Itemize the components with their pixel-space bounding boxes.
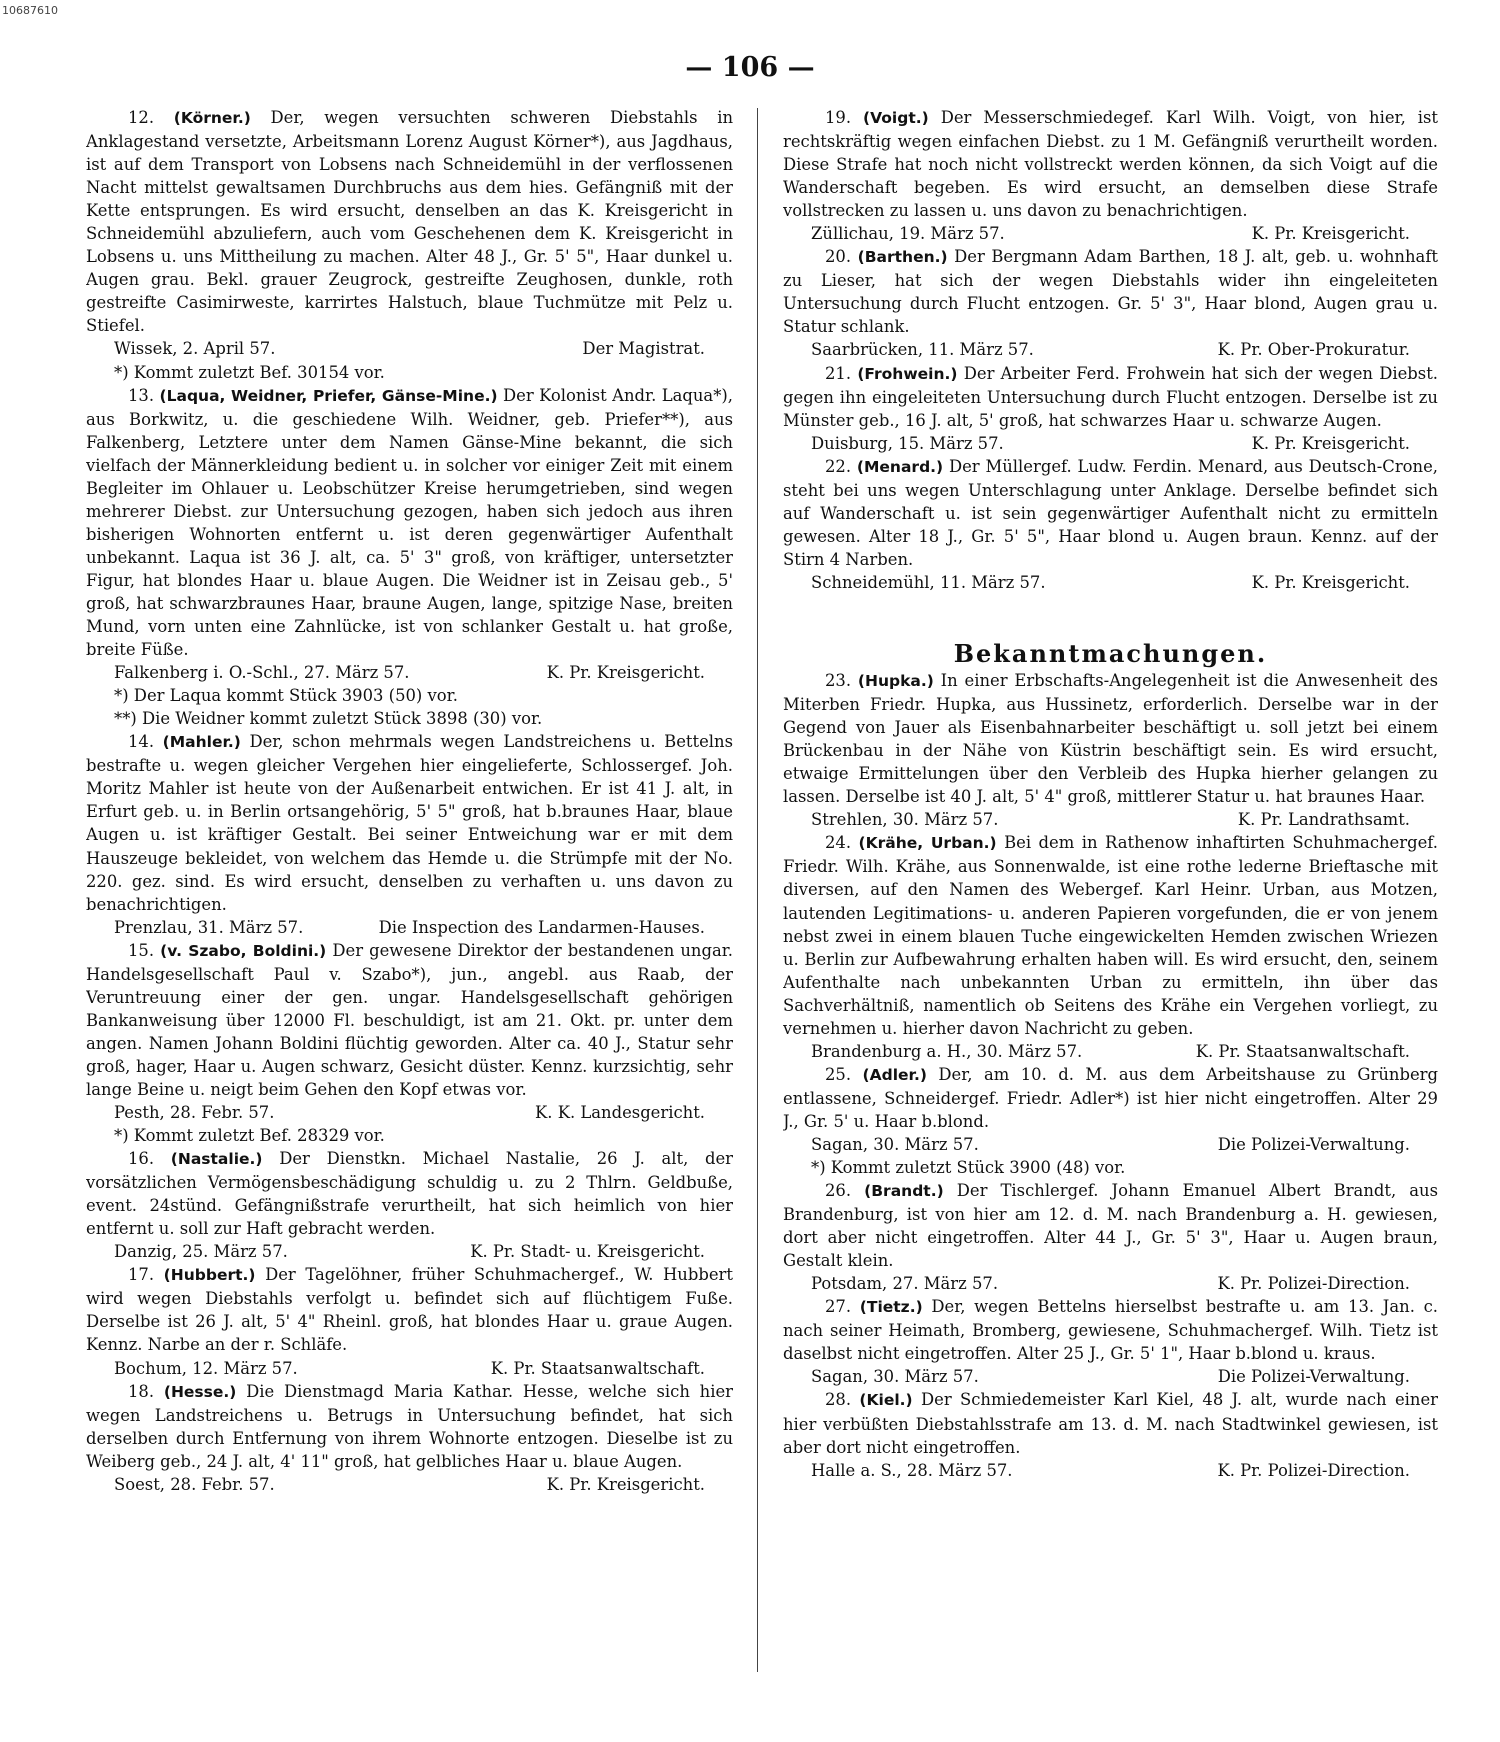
notice-name: (Hubbert.) — [163, 1266, 256, 1285]
signature-place-date: Prenzlau, 31. März 57. — [114, 917, 304, 937]
notice-text — [86, 1263, 733, 1356]
notice-text — [783, 362, 1438, 432]
notice-signature — [783, 1365, 1438, 1388]
notice-number: 21. — [825, 363, 852, 383]
notice-name: (Menard.) — [856, 457, 944, 476]
notice-entry — [783, 106, 1438, 245]
notice-entry — [783, 831, 1438, 1062]
notice-name: (Mahler.) — [162, 733, 241, 752]
notice-text — [86, 1147, 733, 1240]
signature-authority: Die Inspection des Landarmen-Hauses. — [378, 917, 705, 937]
notice-signature — [783, 571, 1438, 594]
signature-place-date: Falkenberg i. O.-Schl., 27. März 57. — [114, 663, 410, 683]
footnote: *) Kommt zuletzt Bef. 30154 vor. — [114, 362, 385, 382]
notice-entry — [783, 455, 1438, 594]
signature-authority: K. Pr. Staatsanwaltschaft. — [1195, 1041, 1410, 1061]
notice-text — [783, 669, 1438, 808]
notice-body: Der, am 10. d. M. aus dem Arbeitshause zu Grünberg entlassene, Schneidergef. Friedr. Adler*) ist hier nicht eingetroffen. Alter 29 J., Gr. 5' u. Haar b.blond. — [783, 1064, 1438, 1131]
notice-signature — [783, 1040, 1438, 1063]
notice-body: Der Schmiedemeister Karl Kiel, 48 J. alt, wurde nach einer hier verbüßten Diebstahlsstrafe am 13. d. M. nach Stadtwinkel gewiesen, ist aber dort nicht eingetroffen. — [783, 1390, 1438, 1457]
notice-name: (Barthen.) — [857, 248, 948, 267]
notice-number: 23. — [825, 671, 852, 691]
notice-body: Der Bergmann Adam Barthen, 18 J. alt, geb. u. wohnhaft zu Lieser, hat sich der wegen Diebstahls wider ihn eingeleiteten Untersuchung durch Flucht entzogen. Gr. 5' 3", Haar blond, Augen grau u. Statur schlank. — [783, 247, 1438, 337]
notice-body: Der Tischlergef. Johann Emanuel Albert Brandt, aus Brandenburg, ist von hier am 12. d. M. nach Brandenburg a. H. gewiesen, dort aber nicht eingetroffen. Alter 44 J., Gr. 5' 3", Haar u. Augen braun, Gestalt klein. — [783, 1181, 1438, 1271]
notice-number: 26. — [825, 1181, 852, 1201]
signature-authority: K. Pr. Kreisgericht. — [1251, 433, 1410, 453]
notice-text — [783, 831, 1438, 1039]
notice-number: 22. — [825, 456, 852, 476]
signature-place-date: Sagan, 30. März 57. — [811, 1367, 979, 1387]
notice-text — [783, 1388, 1438, 1458]
footnote: *) Kommt zuletzt Bef. 28329 vor. — [114, 1126, 385, 1146]
notice-name: (Kiel.) — [859, 1391, 913, 1410]
signature-authority: K. Pr. Landrathsamt. — [1237, 810, 1410, 830]
notice-entry — [86, 384, 733, 731]
notice-number: 15. — [128, 940, 155, 960]
signature-authority: Die Polizei-Verwaltung. — [1217, 1134, 1410, 1154]
notice-name: (Hupka.) — [857, 672, 934, 691]
notice-entry — [783, 669, 1438, 831]
right-column-notices — [783, 106, 1438, 594]
notice-body: Der Arbeiter Ferd. Frohwein hat sich der wegen Diebst. gegen ihn eingeleiteten Untersuchung durch Flucht entzogen. Derselbe ist zu Münster geb., 16 J. alt, 5' groß, hat schwarzes Haar u. schwarze Augen. — [783, 363, 1438, 430]
notice-entry — [86, 1263, 733, 1379]
signature-authority: Der Magistrat. — [582, 339, 705, 359]
signature-authority: K. Pr. Stadt- u. Kreisgericht. — [470, 1242, 705, 1262]
column-divider — [757, 108, 758, 1672]
notice-number: 19. — [825, 108, 852, 127]
notice-name: (Frohwein.) — [857, 364, 958, 383]
notice-signature — [86, 916, 733, 939]
notice-body: Die Dienstmagd Maria Kathar. Hesse, welche sich hier wegen Landstreichens u. Betrugs in Untersuchung befindet, hat sich derselben durch Entfernung von ihrem Wohnorte entzogen. Dieselbe ist zu Weiberg geb., 24 J. alt, 4' 11" groß, hat gelbliches Haar u. blaue Augen. — [86, 1381, 733, 1471]
right-column-announcements — [783, 669, 1438, 1482]
notice-text — [783, 1063, 1438, 1133]
notice-number: 20. — [825, 247, 852, 267]
notice-name: (Laqua, Weidner, Priefer, Gänse-Mine.) — [159, 386, 498, 405]
notice-number: 24. — [825, 833, 852, 853]
right-column — [783, 106, 1438, 1707]
notice-number: 17. — [128, 1265, 155, 1285]
signature-place-date: Halle a. S., 28. März 57. — [811, 1460, 1013, 1480]
signature-place-date: Pesth, 28. Febr. 57. — [114, 1103, 275, 1123]
notice-name: (Brandt.) — [864, 1182, 944, 1201]
notice-signature — [86, 337, 733, 360]
notice-text — [86, 730, 733, 915]
notice-body: Der gewesene Direktor der bestandenen ungar. Handelsgesellschaft Paul v. Szabo*), jun., angebl. aus Raab, der Veruntreuung einer der gen. ungar. Handelsgesellschaft gehörigen Bankanweisung über 12000 Fl. beschuldigt, ist am 21. Okt. pr. unter dem angen. Namen Johann Boldini flüchtig geworden. Alter ca. 40 J., Statur sehr groß, hager, Haar u. Augen schwarz, Gesicht düster. Kennz. kurzsichtig, sehr lange Beine u. neigt beim Gehen den Kopf etwas vor. — [86, 940, 733, 1099]
notice-signature — [86, 1240, 733, 1263]
section-heading: Bekanntmachungen. — [953, 638, 1268, 668]
signature-authority: Die Polizei-Verwaltung. — [1217, 1367, 1410, 1387]
signature-place-date: Bochum, 12. März 57. — [114, 1358, 298, 1378]
notice-number: 16. — [128, 1149, 155, 1169]
notice-body: Der Müllergef. Ludw. Ferdin. Menard, aus Deutsch-Crone, steht bei uns wegen Unterschlagung unter Anklage. Derselbe befindet sich auf Wanderschaft u. ist sein gegenwärtiger Aufenthalt nicht zu ermitteln gewesen. Alter 18 J., Gr. 5' 5", Haar blond u. Augen braun. Kennz. auf der Stirn 4 Narben. — [783, 456, 1438, 569]
signature-authority: K. Pr. Kreisgericht. — [1251, 572, 1410, 592]
signature-authority: K. Pr. Kreisgericht. — [546, 663, 705, 683]
notice-signature — [86, 661, 733, 684]
signature-authority: K. Pr. Staatsanwaltschaft. — [490, 1358, 705, 1378]
notice-entry — [783, 362, 1438, 455]
notice-name: (Voigt.) — [863, 109, 929, 127]
notice-number: 28. — [825, 1390, 852, 1410]
notice-body: Der Tagelöhner, früher Schuhmachergef., W. Hubbert wird wegen Diebstahls verfolgt u. befindet sich auf flüchtigem Fuße. Derselbe ist 26 J. alt, 5' 4" Rheinl. groß, hat blondes Haar u. graue Augen. Kennz. Narbe an der r. Schläfe. — [86, 1265, 733, 1355]
page-number: — 106 — — [685, 52, 815, 83]
notice-entry — [783, 1388, 1438, 1481]
notice-signature — [783, 1272, 1438, 1295]
notice-number: 18. — [128, 1381, 155, 1401]
notice-number: 12. — [128, 108, 155, 127]
notice-name: (Tietz.) — [859, 1298, 923, 1317]
notice-name: (Nastalie.) — [170, 1150, 263, 1169]
signature-place-date: Strehlen, 30. März 57. — [811, 810, 999, 830]
notice-text — [86, 1380, 733, 1473]
notice-name: (Adler.) — [862, 1065, 927, 1084]
signature-place-date: Sagan, 30. März 57. — [811, 1134, 979, 1154]
notice-signature — [783, 1459, 1438, 1482]
footnote: *) Kommt zuletzt Stück 3900 (48) vor. — [811, 1158, 1126, 1178]
signature-authority: K. Pr. Polizei-Direction. — [1217, 1274, 1410, 1294]
document-id: 10687610 — [2, 4, 58, 17]
notice-text — [783, 1179, 1438, 1272]
signature-place-date: Duisburg, 15. März 57. — [811, 433, 1004, 453]
notice-entry — [86, 939, 733, 1147]
notice-number: 27. — [825, 1297, 852, 1317]
notice-signature — [783, 432, 1438, 455]
signature-place-date: Saarbrücken, 11. März 57. — [811, 340, 1034, 360]
notice-body: Der Kolonist Andr. Laqua*), aus Borkwitz, u. die geschiedene Wilh. Weidner, geb. Priefer**), aus Falkenberg, Letztere unter dem Namen Gänse-Mine bekannt, die sich vielfach der Männerkleidung bedient u. in solcher vor einiger Zeit mit einem Begleiter im Ohlauer u. Leobschützer Kreise herumgetrieben, sind wegen mehrerer Diebst. zur Untersuchung gezogen, haben sich jedoch aus ihren bisherigen Wohnorten entfernt u. ist deren gegenwärtiger Aufenthalt unbekannt. Laqua ist 36 J. alt, ca. 5' 3" groß, von kräftiger, untersetzter Figur, hat blondes Haar u. blaue Augen. Die Weidner ist in Zeisau geb., 5' groß, hat schwarzbraunes Haar, braune Augen, lange, spitzige Nase, breiten Mund, vorn unten eine Zahnlücke, ist von schlanker Gestalt u. hat große, breite Füße. — [86, 385, 733, 660]
notice-entry — [783, 1179, 1438, 1295]
notice-body: Der Messerschmiedegef. Karl Wilh. Voigt, von hier, ist rechtskräftig wegen einfachen Diebst. zu 1 M. Gefängniß verurtheilt worden. Diese Strafe hat noch nicht vollstreckt werden können, da sich Voigt auf die Wanderschaft begeben. Es wird ersucht, an demselben diese Strafe vollstrecken zu lassen u. uns davon zu benachrichtigen. — [783, 108, 1438, 221]
notice-body: Der, wegen Bettelns hierselbst bestrafte u. am 13. Jan. c. nach seiner Heimath, Bromberg, gewiesene, Schuhmachergef. Wilh. Tietz ist daselbst nicht eingetroffen. Alter 25 J., Gr. 5' 1", Haar b.blond u. kraus. — [783, 1297, 1438, 1364]
notice-name: (Körner.) — [173, 109, 251, 127]
notice-signature — [783, 808, 1438, 831]
notice-entry — [783, 1295, 1438, 1388]
signature-authority: K. K. Landesgericht. — [535, 1103, 705, 1123]
notice-body: Bei dem in Rathenow inhaftirten Schuhmachergef. Friedr. Wilh. Krähe, aus Sonnenwalde, ist eine rothe lederne Brieftasche mit diversen, auf den Namen des Webergef. Karl Heinr. Urban, aus Motzen, lautenden Legitimations- u. anderen Papieren vorgefunden, die er von jenem nebst zwei in einem blauen Tuche eingewickelten Hemden zwischen Wriezen u. Berlin zur Aufbewahrung erhalten haben will. Es wird ersucht, den, seinem Aufenthalte nach unbekannten Urban zu ermitteln, ihn über das Sachverhältniß, namentlich ob Seitens des Krähe ein Vergehen vorliegt, zu vernehmen u. hierher davon Nachricht zu geben. — [783, 833, 1438, 1038]
signature-authority: K. Pr. Ober-Prokuratur. — [1217, 340, 1410, 360]
notice-signature — [783, 222, 1438, 245]
notice-text — [783, 455, 1438, 571]
notice-text — [783, 106, 1438, 222]
signature-place-date: Soest, 28. Febr. 57. — [114, 1474, 275, 1494]
notice-number: 14. — [128, 732, 155, 752]
notice-entry — [783, 245, 1438, 361]
footnote: **) Die Weidner kommt zuletzt Stück 3898 (30) vor. — [114, 709, 543, 729]
notice-text — [783, 1295, 1438, 1365]
signature-place-date: Potsdam, 27. März 57. — [811, 1274, 999, 1294]
notice-entry — [86, 1380, 733, 1496]
notice-body: Der, wegen versuchten schweren Diebstahls in Anklagestand versetzte, Arbeitsmann Lorenz August Körner*), aus Jagdhaus, ist auf dem Transport von Lobsens nach Schneidemühl in der verflossenen Nacht mittelst gewaltsamen Durchbruchs aus dem hies. Gefängniß mit der Kette entsprungen. Es wird ersucht, denselben an das K. Kreisgericht in Schneidemühl abzuliefern, auch vom Geschehenen dem K. Kreisgericht in Lobsens u. uns Mittheilung zu machen. Alter 48 J., Gr. 5' 5", Haar dunkel u. Augen grau. Bekl. grauer Zeugrock, gestreifte Zeughosen, dunkle, roth gestreifte Casimirweste, karrirtes Halstuch, blaue Tuchmütze mit Pelz u. Stiefel. — [86, 108, 733, 336]
signature-place-date: Brandenburg a. H., 30. März 57. — [811, 1041, 1083, 1061]
left-column — [86, 106, 733, 1707]
notice-body: Der Dienstkn. Michael Nastalie, 26 J. alt, der vorsätzlichen Vermögensbeschädigung schuldig u. zu 2 Thlrn. Geldbuße, event. 24stünd. Gefängnißstrafe verurtheilt, hat sich heimlich von hier entfernt u. soll zur Haft gebracht werden. — [86, 1149, 733, 1239]
notice-signature — [86, 1473, 733, 1496]
notice-entry — [86, 1147, 733, 1263]
notice-signature — [783, 1133, 1438, 1156]
notice-entry — [86, 730, 733, 938]
signature-place-date: Schneidemühl, 11. März 57. — [811, 572, 1046, 592]
notice-name: (v. Szabo, Boldini.) — [160, 941, 327, 960]
notice-entry — [783, 1063, 1438, 1179]
notice-body: Der, schon mehrmals wegen Landstreichens u. Bettelns bestrafte u. wegen gleicher Vergehen hier eingelieferte, Schlossergef. Joh. Moritz Mahler ist heute von der Außenarbeit entwichen. Er ist 41 J. alt, in Erfurt geb. u. in Berlin ortsangehörig, 5' 5" groß, hat b.braunes Haar, blaue Augen u. ist kräftiger Gestalt. Bei seiner Entweichung war er mit dem Hauszeuge bekleidet, von welchem das Hemde u. die Strümpfe mit der No. 220. gez. sind. Es wird ersucht, denselben zu verhaften u. uns davon zu benachrichtigen. — [86, 732, 733, 914]
signature-authority: K. Pr. Kreisgericht. — [1251, 224, 1410, 244]
notice-text — [86, 384, 733, 662]
notice-text — [86, 106, 733, 337]
notice-signature — [86, 1101, 733, 1124]
notice-text — [783, 245, 1438, 338]
footnote: *) Der Laqua kommt Stück 3903 (50) vor. — [114, 686, 458, 706]
notice-number: 13. — [128, 385, 155, 405]
signature-place-date: Züllichau, 19. März 57. — [811, 224, 1005, 244]
notice-name: (Krähe, Urban.) — [858, 834, 997, 853]
notice-text — [86, 939, 733, 1101]
signature-place-date: Danzig, 25. März 57. — [114, 1242, 288, 1262]
notice-signature — [783, 338, 1438, 361]
notice-number: 25. — [825, 1064, 852, 1084]
signature-place-date: Wissek, 2. April 57. — [114, 339, 276, 359]
notice-name: (Hesse.) — [163, 1382, 237, 1401]
signature-authority: K. Pr. Kreisgericht. — [546, 1474, 705, 1494]
notice-signature — [86, 1357, 733, 1380]
signature-authority: K. Pr. Polizei-Direction. — [1217, 1460, 1410, 1480]
notice-body: In einer Erbschafts-Angelegenheit ist die Anwesenheit des Miterben Friedr. Hupka, aus Hussinetz, erforderlich. Derselbe war in der Gegend von Jauer als Eisenbahnarbeiter beschäftigt u. soll jetzt bei einem Brückenbau in der Nähe von Küstrin beschäftigt sein. Es wird ersucht, etwaige Ermittelungen über den Verbleib des Hupka hierher gelangen zu lassen. Derselbe ist 40 J. alt, 5' 4" groß, mittlerer Statur u. hat braunes Haar. — [783, 671, 1438, 807]
notice-entry — [86, 106, 733, 384]
